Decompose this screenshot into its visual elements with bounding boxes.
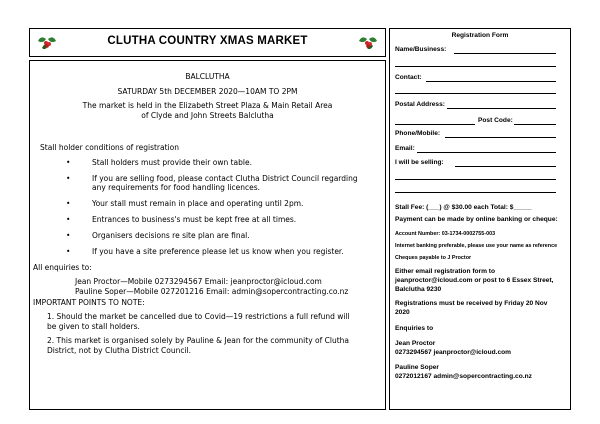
condition-item <box>66 215 297 224</box>
condition-text: Organisers decisions re site plan are final. <box>92 231 250 240</box>
condition-item <box>66 247 344 256</box>
conditions-heading: Stall holder conditions of registration <box>40 143 179 152</box>
jean-details: 0273294567 jeanproctor@icloud.com <box>395 349 512 356</box>
email-instructions-2: jeanproctor@icloud.com or post to 6 Essex Street, <box>395 277 554 284</box>
contact-field[interactable] <box>426 81 556 82</box>
event-datetime: SATURDAY 5th DECEMBER 2020—10AM TO 2PM <box>117 87 298 96</box>
deadline-1: Registrations must be received by Friday 20 Nov <box>395 300 548 307</box>
condition-item <box>66 199 304 208</box>
phone-field[interactable] <box>445 137 556 138</box>
postcode-label: Post Code: <box>478 117 513 124</box>
bullet-icon: • <box>66 231 71 240</box>
enquiries-heading: All enquiries to: <box>33 263 92 272</box>
bullet-icon: • <box>66 247 71 256</box>
pauline-name: Pauline Soper <box>395 364 439 371</box>
postal-field-line2[interactable] <box>395 124 475 125</box>
important-point-2: 2. This market is organised solely by Pauline & Jean for the community of Clutha <box>47 336 349 345</box>
selling-field-line2[interactable] <box>395 179 556 180</box>
cheque-note: Cheques payable to J Proctor <box>395 255 472 261</box>
postal-label: Postal Address: <box>395 101 445 108</box>
payment-info: Payment can be made by online banking or cheque: <box>395 216 558 223</box>
bullet-icon: • <box>66 199 71 208</box>
page-title: CLUTHA COUNTRY XMAS MARKET <box>107 35 308 47</box>
event-details <box>29 60 386 410</box>
condition-text: Entrances to business's must be kept free at all times. <box>92 215 297 224</box>
postal-field[interactable] <box>447 108 556 109</box>
bullet-icon: • <box>66 215 71 224</box>
important-point-1-cont: be given to stall holders. <box>47 322 140 331</box>
deadline-2: 2020 <box>395 309 410 316</box>
enquiries-label: Enquiries to <box>395 325 434 332</box>
important-point-2-cont: District, not by Clutha District Council. <box>47 346 192 355</box>
condition-text: any requirements for food handling licences. <box>92 183 261 192</box>
banking-note: Internet banking preferable, please use your name as reference <box>395 243 558 249</box>
event-venue-line1: The market is held in the Elizabeth Street Plaza & Main Retail Area <box>82 101 333 110</box>
stall-fee: Stall Fee: (___) @ $30.00 each Total: $_____ <box>395 204 532 211</box>
condition-text: If you have a site preference please let us know when you register. <box>92 247 344 256</box>
email-field[interactable] <box>417 152 556 153</box>
registration-form <box>389 28 571 410</box>
selling-field[interactable] <box>455 166 556 167</box>
email-instructions-3: Balclutha 9230 <box>395 286 442 293</box>
contact-pauline: Pauline Soper—Mobile 027201216 Email: admin@sopercontracting.co.nz <box>75 287 349 296</box>
condition-item <box>66 174 358 192</box>
form-title: Registration Form <box>451 32 509 39</box>
contact-jean: Jean Proctor—Mobile 0273294567 Email: jeanproctor@icloud.com <box>75 277 322 286</box>
name-field[interactable] <box>454 53 556 54</box>
event-location: BALCLUTHA <box>185 72 230 81</box>
bullet-icon: • <box>66 158 71 167</box>
jean-name: Jean Proctor <box>395 340 436 347</box>
condition-text: Your stall must remain in place and operating until 2pm. <box>92 199 304 208</box>
account-number: Account Number: 03-1734-0002755-003 <box>395 231 496 237</box>
condition-text: If you are selling food, please contact Clutha District Council regarding <box>92 174 358 183</box>
postcode-field[interactable] <box>514 124 556 125</box>
title-banner <box>29 28 386 57</box>
email-instructions-1: Either email registration form to <box>395 268 496 275</box>
contact-field-line2[interactable] <box>395 93 556 94</box>
holly-right-icon <box>357 32 379 52</box>
event-venue-line2: of Clyde and John Streets Balclutha <box>141 111 274 120</box>
contact-label: Contact: <box>395 74 422 81</box>
important-heading: IMPORTANT POINTS TO NOTE: <box>33 298 145 307</box>
phone-label: Phone/Mobile: <box>395 130 441 137</box>
condition-text: Stall holders must provide their own table. <box>92 158 252 167</box>
name-field-line2[interactable] <box>395 66 556 67</box>
name-label: Name/Business: <box>395 46 447 53</box>
condition-item <box>66 231 250 240</box>
bullet-icon: • <box>66 174 71 183</box>
pauline-details: 0272012167 admin@sopercontracting.co.nz <box>395 373 532 380</box>
selling-label: I will be selling: <box>395 159 444 166</box>
selling-field-line3[interactable] <box>395 192 556 193</box>
condition-item <box>66 158 252 167</box>
email-label: Email: <box>395 145 415 152</box>
important-point-1: 1. Should the market be cancelled due to Covid—19 restrictions a full refund will <box>47 312 350 321</box>
